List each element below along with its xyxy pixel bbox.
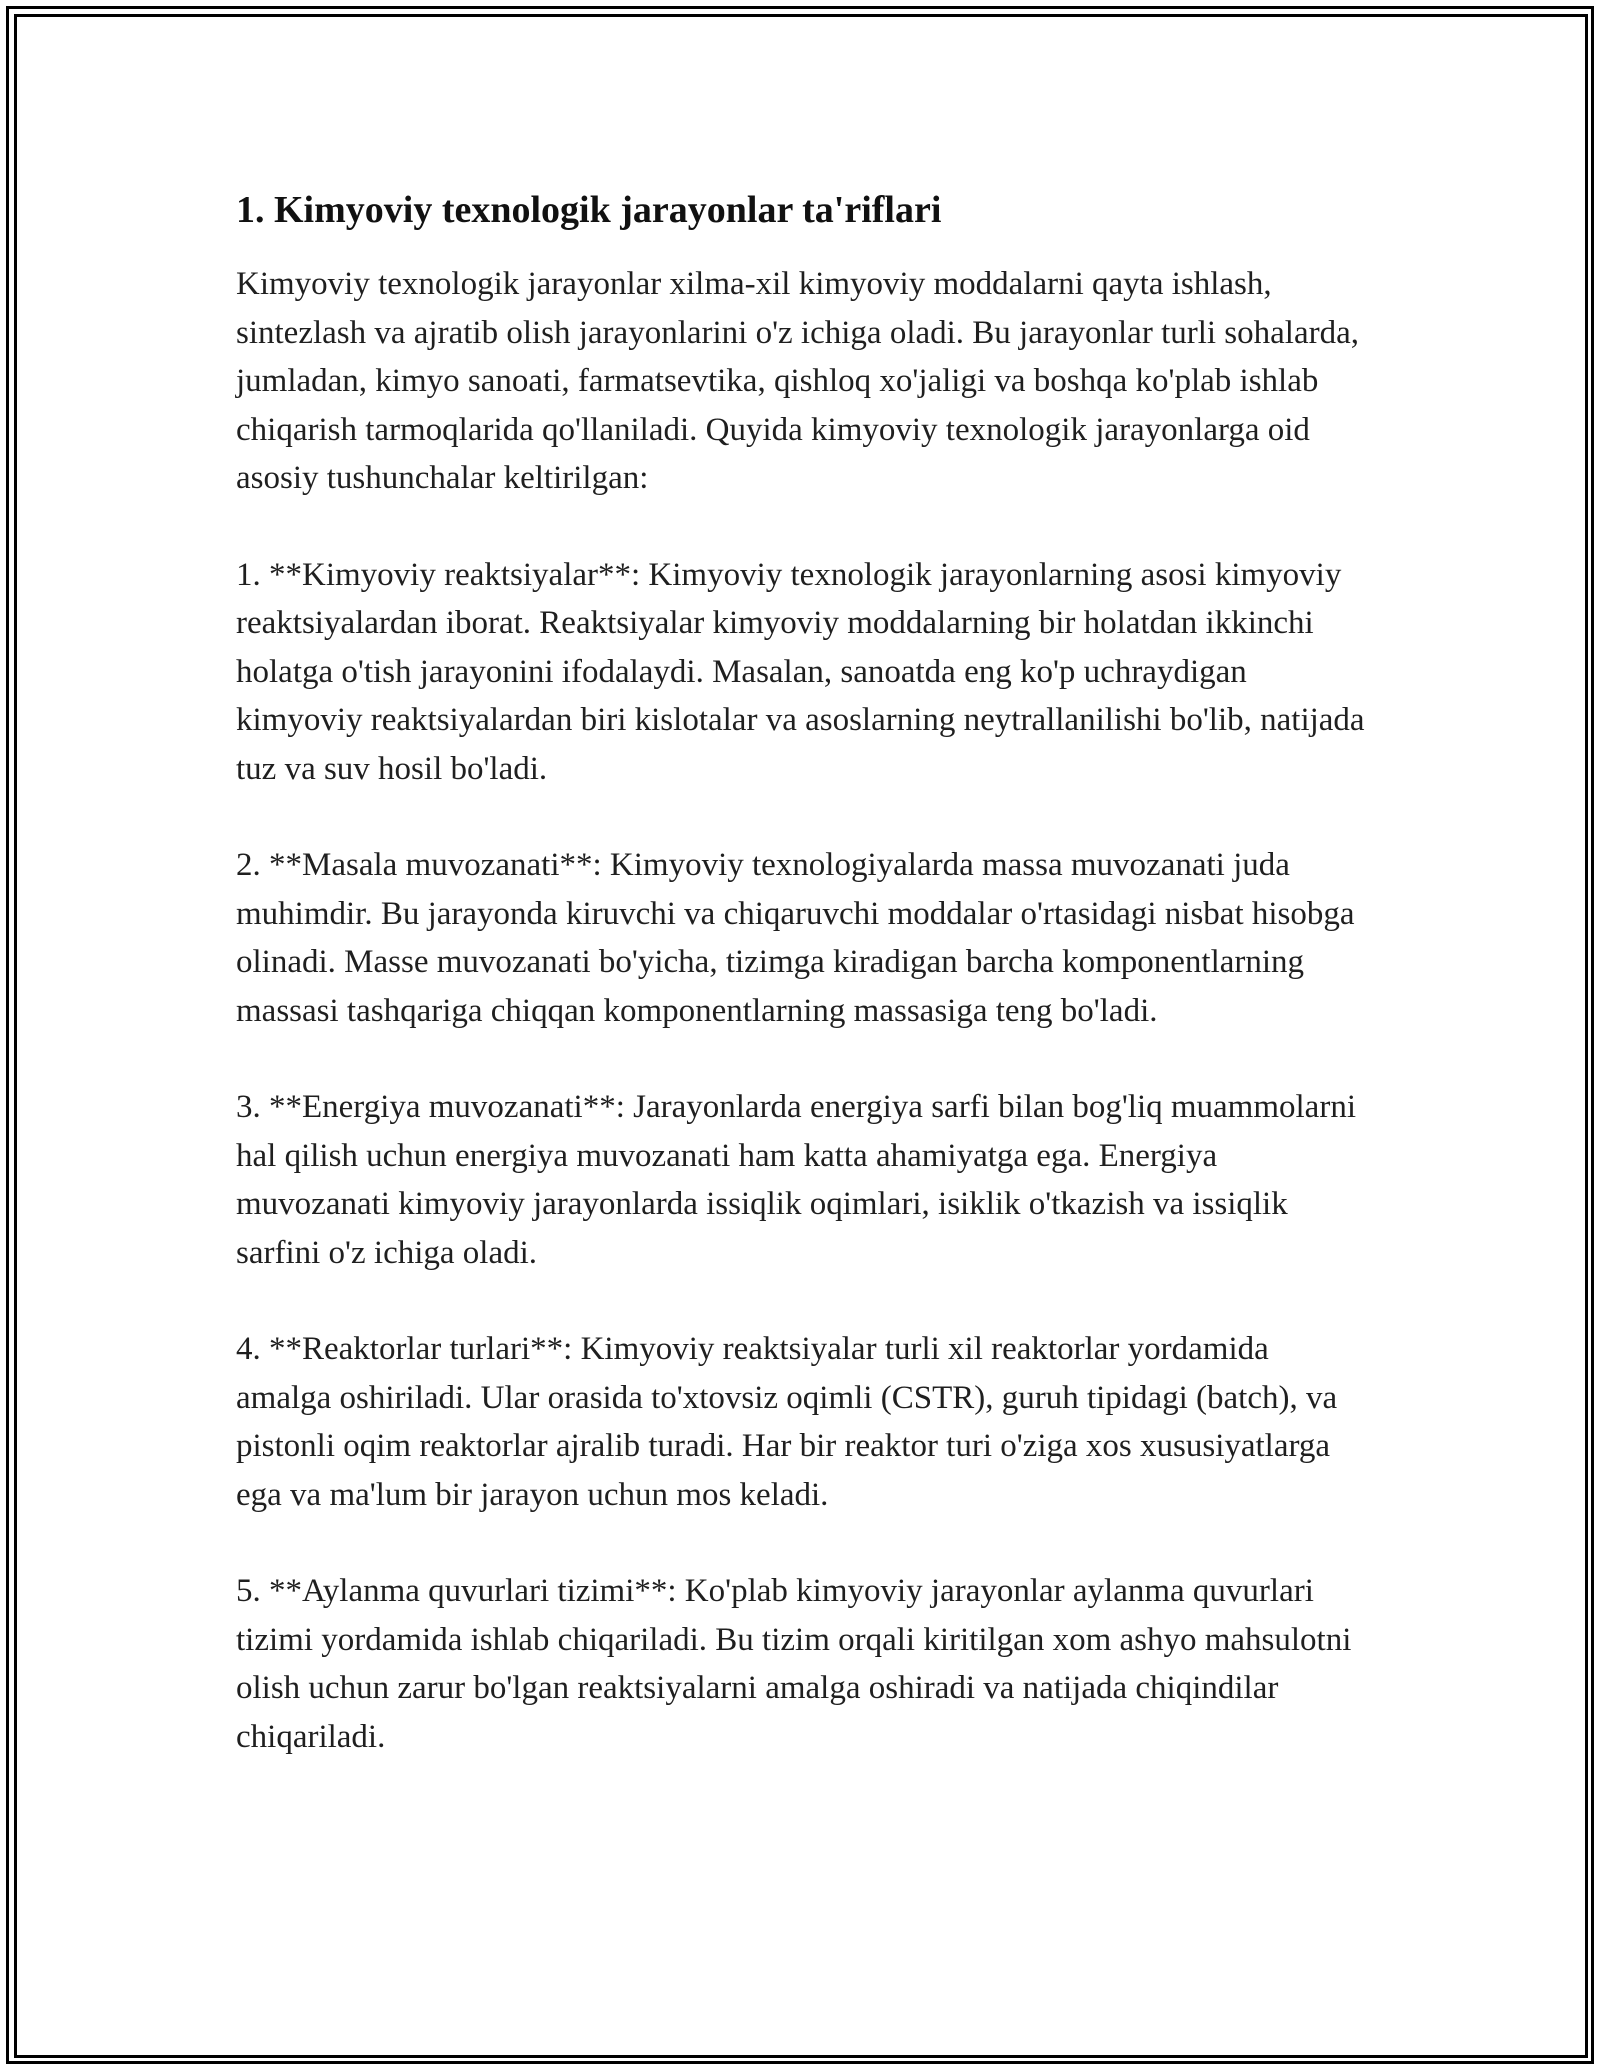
section-3-paragraph: 3. **Energiya muvozanati**: Jarayonlarda energiya sarfi bilan bog'liq muammolarni hal qilish uchun energiya muvozanati ham katta ahamiyatga ega. Energiya muvozanati kimyoviy jarayonlarda issiqlik oqimlari, isiklik o'tkazish va issiqlik sarfini o'z ichiga oladi. — [236, 1089, 1356, 1271]
document-body — [236, 186, 1366, 1809]
intro-paragraph: Kimyoviy texnologik jarayonlar xilma-xil kimyoviy moddalarni qayta ishlash, sintezlash va ajratib olish jarayonlarini o'z ichiga oladi. Bu jarayonlar turli sohalarda, jumladan, kimyo sanoati, farmatsevtika, qishloq xo'jaligi va boshqa ko'plab ishlab chiqarish tarmoqlarida qo'llaniladi. Quyida kimyoviy texnologik jarayonlarga oid asosiy tushunchalar keltirilgan: — [236, 266, 1359, 496]
section-1-paragraph: 1. **Kimyoviy reaktsiyalar**: Kimyoviy texnologik jarayonlarning asosi kimyoviy reaktsiyalardan iborat. Reaktsiyalar kimyoviy moddalarning bir holatdan ikkinchi holatga o'tish jarayonini ifodalaydi. Masalan, sanoatda eng ko'p uchraydigan kimyoviy reaktsiyalardan biri kislotalar va asoslarning neytrallanilishi bo'lib, natijada tuz va suv hosil bo'ladi. — [236, 556, 1365, 787]
section-4-paragraph: 4. **Reaktorlar turlari**: Kimyoviy reaktsiyalar turli xil reaktorlar yordamida amalga oshiriladi. Ular orasida to'xtovsiz oqimli (CSTR), guruh tipidagi (batch), va pistonli oqim reaktorlar ajralib turadi. Har bir reaktor turi o'ziga xos xususiyatlarga ega va ma'lum bir jarayon uchun mos keladi. — [236, 1331, 1338, 1513]
section-5-paragraph: 5. **Aylanma quvurlari tizimi**: Ko'plab kimyoviy jarayonlar aylanma quvurlari tizimi yordamida ishlab chiqariladi. Bu tizim orqali kiritilgan xom ashyo mahsulotni olish uchun zarur bo'lgan reaktsiyalarni amalga oshiradi va natijada chiqindilar chiqariladi. — [236, 1573, 1352, 1755]
document-title: 1. Kimyoviy texnologik jarayonlar ta'riflari — [236, 189, 942, 231]
section-2-paragraph: 2. **Masala muvozanati**: Kimyoviy texnologiyalarda massa muvozanati juda muhimdir. Bu jarayonda kiruvchi va chiqaruvchi moddalar o'rtasidagi nisbat hisobga olinadi. Masse muvozanati bo'yicha, tizimga kiradigan barcha komponentlarning massasi tashqariga chiqqan komponentlarning massasiga teng bo'ladi. — [236, 847, 1355, 1029]
